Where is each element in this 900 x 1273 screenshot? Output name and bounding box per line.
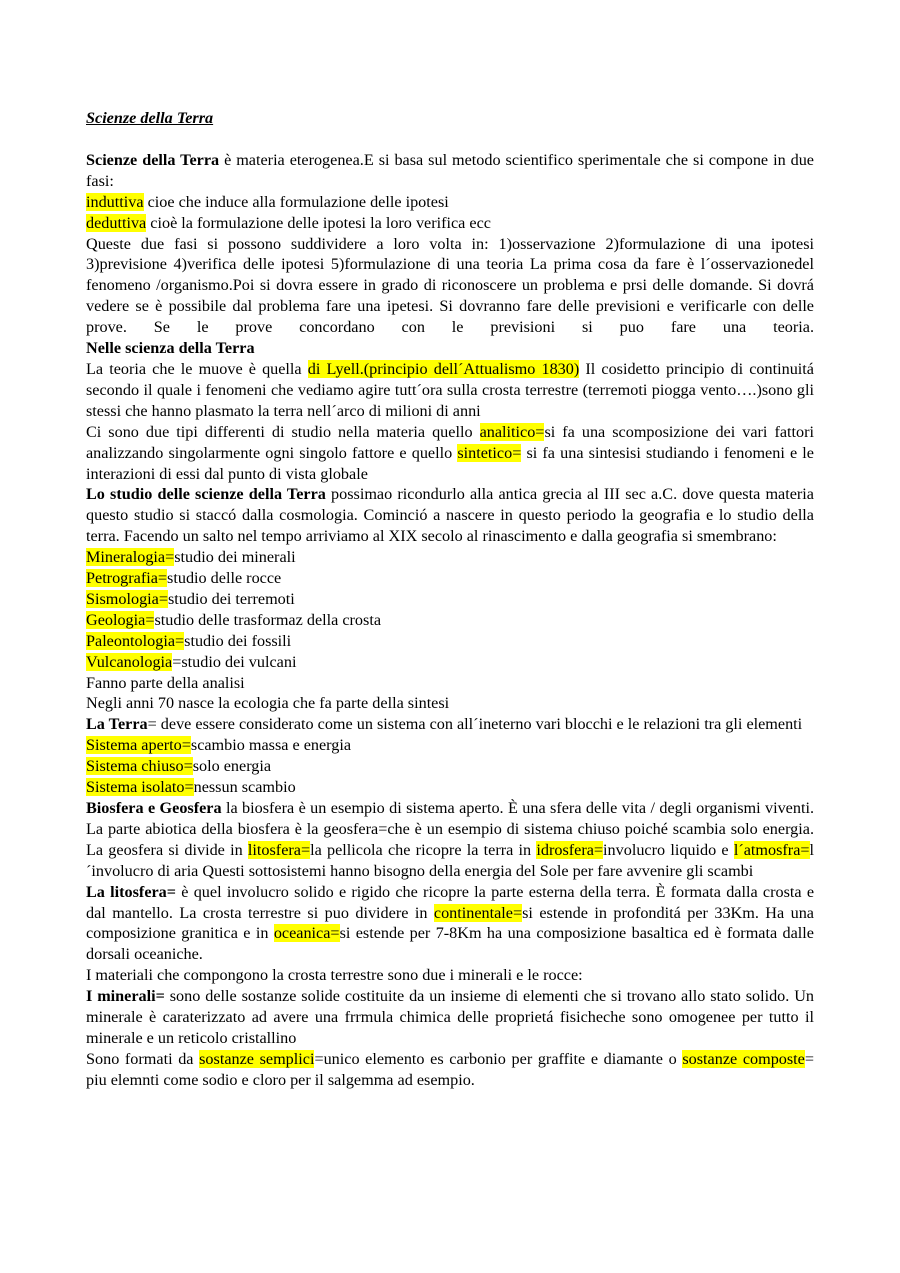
sistema-text: scambio massa e energia xyxy=(190,736,352,755)
biosfera-bold: Biosfera e Geosfera xyxy=(86,799,222,817)
disciplina-item xyxy=(86,652,814,673)
sostanze-composte-highlight: sostanze composte xyxy=(682,1049,805,1068)
biosfera-text: l´involucro di aria Questi sottosistemi hanno bisogno della energia del Sole per fare avvenire gli scambi xyxy=(86,840,815,880)
minerali-text: sono delle sostanze solide costituite da un insieme di elementi che si trovano allo stato solido. Un minerale è caraterizzato ad avere una frrmula chimica delle proprietá fisicheche sono omogenee per tutto il minerale e un reticolo cristallino xyxy=(86,987,814,1047)
document-title: Scienze della Terra xyxy=(86,109,214,127)
studio-post: si fa una sintesisi studiando i fenomeni e le interazioni di essi dal punto di vista globale xyxy=(86,443,814,483)
studio-analitico: analitico= xyxy=(479,422,545,441)
sistema-term: Sistema aperto= xyxy=(86,736,191,755)
lyell-pre: La teoria che le muove è quella xyxy=(86,359,308,378)
disciplina-text: studio dei minerali xyxy=(174,548,296,567)
lyell-highlight: di Lyell.(principio dell´Attualismo 1830) xyxy=(307,359,580,378)
fase-text: cioè la formulazione delle ipotesi la loro verifica ecc xyxy=(146,213,491,232)
sistema-text: nessun scambio xyxy=(193,778,296,797)
litosfera-text: è quel involucro solido e rigido che ricopre la parte esterna della terra. È formata dalla crosta e dal mantello. La crosta terrestre si puo dividere in xyxy=(86,882,815,922)
section-heading xyxy=(86,338,814,359)
terra-paragraph xyxy=(86,714,814,735)
materiali-line: I materiali che compongono la crosta terrestre sono due i minerali e le rocce: xyxy=(86,966,583,985)
intro-bold: Scienze della Terra xyxy=(86,150,220,169)
disciplina-term: Geologia= xyxy=(86,610,155,629)
ecologia-line: Negli anni 70 nasce la ecologia che fa parte della sintesi xyxy=(86,694,450,713)
lyell-paragraph xyxy=(86,359,814,422)
fase-term: induttiva xyxy=(86,192,144,211)
disciplina-item xyxy=(86,568,814,589)
sistema-item xyxy=(86,735,814,756)
analisi-line: Fanno parte della analisi xyxy=(86,673,245,692)
document-page xyxy=(86,108,814,1091)
sistema-item xyxy=(86,756,814,777)
biosfera-text: la pellicola che ricopre la terra in xyxy=(310,840,537,859)
disciplina-item xyxy=(86,610,814,631)
sostanze-post: = piu elemnti come sodio e cloro per il salgemma ad esempio. xyxy=(86,1049,814,1089)
minerali-bold: I minerali= xyxy=(86,987,165,1006)
sistema-item xyxy=(86,777,814,798)
disciplina-text: studio dei fossili xyxy=(184,631,292,650)
biosfera-text: involucro liquido e xyxy=(603,840,734,859)
studio-paragraph xyxy=(86,422,814,485)
studio-sintetico: sintetico= xyxy=(457,443,522,462)
disciplina-term: Mineralogia= xyxy=(86,548,175,567)
disciplina-term: Paleontologia= xyxy=(86,631,185,650)
idrosfera-highlight: idrosfera= xyxy=(536,840,604,859)
fase-item xyxy=(86,192,814,213)
intro-paragraph xyxy=(86,150,814,192)
litosfera-paragraph xyxy=(86,882,814,966)
continentale-highlight: continentale= xyxy=(433,903,523,922)
disciplina-item xyxy=(86,589,814,610)
sistema-term: Sistema isolato= xyxy=(86,778,194,797)
disciplina-text: studio delle rocce xyxy=(167,569,282,588)
heading-text: Nelle scienza della Terra xyxy=(86,339,255,358)
disciplina-text: =studio dei vulcani xyxy=(172,652,297,671)
intro-text: è materia eterogenea.E si basa sul metodo scientifico sperimentale che si compone in due fasi: xyxy=(86,150,814,190)
sistema-text: solo energia xyxy=(192,757,272,776)
fase-item xyxy=(86,213,814,234)
disciplina-term: Sismologia= xyxy=(86,589,168,608)
biosfera-paragraph xyxy=(86,798,814,882)
litosfera-bold: La litosfera= xyxy=(86,882,177,901)
disciplina-term: Vulcanologia xyxy=(86,652,173,671)
studio-pre: Ci sono due tipi differenti di studio nella materia quello xyxy=(86,422,480,441)
sostanze-mid: =unico elemento es carbonio per graffite e diamante o xyxy=(314,1049,683,1068)
lyell-post: Il cosidetto principio di continuitá secondo il quale i fenomeni che vediamo agire tutt´ora sulla crosta terrestre (terremoti piogga vento….)sono gli stessi che hanno plasmato la terra nell´arco di milioni di anni xyxy=(86,359,814,420)
fase-term: deduttiva xyxy=(86,213,147,232)
terra-bold: La Terra xyxy=(86,715,148,734)
sostanze-semplici-highlight: sostanze semplici xyxy=(199,1049,315,1068)
biosfera-text: la biosfera è un esempio di sistema aperto. È una sfera delle vita / degli organismi viventi. La parte abiotica della biosfera è la geosfera=che è un esempio di sistema chiuso poiché scambia solo energia. La geosfera si divide in xyxy=(86,799,814,859)
minerali-paragraph xyxy=(86,986,814,1049)
storia-paragraph xyxy=(86,484,814,547)
studio-mid: si fa una scomposizione dei vari fattori analizzando singolarmente ogni singolo fattore e quello xyxy=(86,422,814,462)
fasi-paragraph: Queste due fasi si possono suddividere a loro volta in: 1)osservazione 2)formulazione di una ipotesi 3)previsione 4)verifica delle ipotesi 5)formulazione di una teoria La prima cosa da fare è l´osservazionedel fenomeno /organismo.Poi si dovra essere in grado di riconoscere un problema e prsi delle domande. Si dovrá vedere se è possibile dal problema fare una ipetesi. Si dovranno fare delle previsioni e verificarle con delle prove. Se le prove concordano con le previsioni si puo fare una teoria. xyxy=(86,234,814,337)
litosfera-text: si estende per 7-8Km ha una composizione basaltica ed è formata dalle dorsali oceaniche. xyxy=(86,924,814,964)
disciplina-term: Petrografia= xyxy=(86,569,168,588)
disciplina-item xyxy=(86,631,814,652)
litosfera-highlight: litosfera= xyxy=(247,840,311,859)
storia-text: possimao ricondurlo alla antica grecia al III sec a.C. dove questa materia questo studio si staccó dalla cosmologia. Cominció a nascere in questo periodo la geografia e lo studio della terra. Facendo un salto nel tempo arriviamo al XIX secolo al rinascimento e dalla geografia si smembrano: xyxy=(86,485,814,546)
sostanze-pre: Sono formati da xyxy=(86,1049,200,1068)
sistema-term: Sistema chiuso= xyxy=(86,757,193,776)
disciplina-item xyxy=(86,547,814,568)
sostanze-paragraph xyxy=(86,1049,814,1091)
storia-bold: Lo studio delle scienze della Terra xyxy=(86,485,326,504)
terra-text: = deve essere considerato come un sistema con all´ineterno vari blocchi e le relazioni tra gli elementi xyxy=(147,715,803,734)
fase-text: cioe che induce alla formulazione delle ipotesi xyxy=(143,192,449,211)
disciplina-text: studio dei terremoti xyxy=(167,589,295,608)
disciplina-text: studio delle trasformaz della crosta xyxy=(154,610,382,629)
atmosfera-highlight: l´atmosfra= xyxy=(733,840,810,859)
oceanica-highlight: oceanica= xyxy=(273,924,340,943)
litosfera-text: si estende in profonditá per 33Km. Ha una composizione granitica e in xyxy=(86,903,814,943)
